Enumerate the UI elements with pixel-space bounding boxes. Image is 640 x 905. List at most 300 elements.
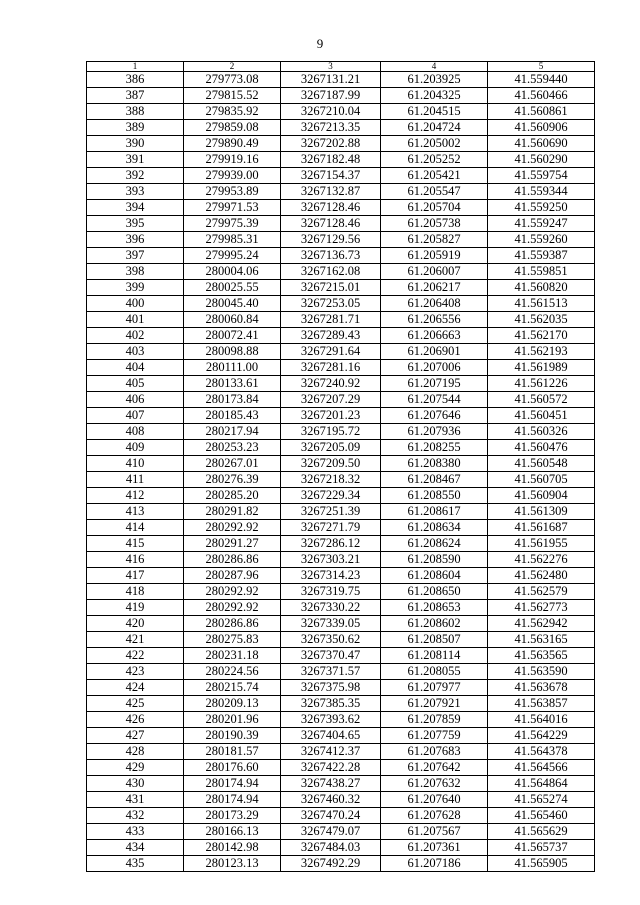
table-cell-col-5: 41.562773 [488, 600, 595, 616]
column-header-3: 3 [281, 62, 381, 72]
table-cell-col-5: 41.559344 [488, 184, 595, 200]
table-cell-col-2: 279773.08 [184, 72, 281, 88]
table-cell-col-5: 41.559260 [488, 232, 595, 248]
table-cell-col-5: 41.560861 [488, 104, 595, 120]
table-cell-col-4: 61.207544 [381, 392, 488, 408]
table-cell-col-5: 41.561309 [488, 504, 595, 520]
column-header-4: 4 [381, 62, 488, 72]
table-cell-col-2: 280215.74 [184, 680, 281, 696]
table-cell-col-4: 61.205704 [381, 200, 488, 216]
table-cell-col-2: 280275.83 [184, 632, 281, 648]
table-cell-col-4: 61.208624 [381, 536, 488, 552]
table-row [87, 696, 595, 712]
table-row [87, 328, 595, 344]
table-cell-col-3: 3267291.64 [281, 344, 381, 360]
table-cell-col-2: 280217.94 [184, 424, 281, 440]
table-row [87, 200, 595, 216]
table-cell-col-2: 280060.84 [184, 312, 281, 328]
table-cell-col-2: 280285.20 [184, 488, 281, 504]
table-cell-col-1: 393 [87, 184, 184, 200]
table-row [87, 104, 595, 120]
table-row [87, 440, 595, 456]
table-cell-col-4: 61.207632 [381, 776, 488, 792]
table-cell-col-3: 3267460.32 [281, 792, 381, 808]
table-cell-col-3: 3267218.32 [281, 472, 381, 488]
table-cell-col-3: 3267202.88 [281, 136, 381, 152]
table-row [87, 808, 595, 824]
table-cell-col-1: 399 [87, 280, 184, 296]
table-cell-col-1: 409 [87, 440, 184, 456]
table-row [87, 344, 595, 360]
table-cell-col-3: 3267207.29 [281, 392, 381, 408]
table-cell-col-3: 3267339.05 [281, 616, 381, 632]
table-cell-col-3: 3267470.24 [281, 808, 381, 824]
table-row [87, 152, 595, 168]
table-cell-col-5: 41.560548 [488, 456, 595, 472]
table-cell-col-4: 61.205002 [381, 136, 488, 152]
table-cell-col-1: 427 [87, 728, 184, 744]
table-cell-col-5: 41.562942 [488, 616, 595, 632]
table-cell-col-5: 41.564864 [488, 776, 595, 792]
table-cell-col-5: 41.565905 [488, 856, 595, 872]
table-cell-col-4: 61.207646 [381, 408, 488, 424]
table-cell-col-3: 3267251.39 [281, 504, 381, 520]
table-cell-col-3: 3267330.22 [281, 600, 381, 616]
table-cell-col-4: 61.208055 [381, 664, 488, 680]
table-cell-col-1: 408 [87, 424, 184, 440]
table-cell-col-2: 279890.49 [184, 136, 281, 152]
column-header-1: 1 [87, 62, 184, 72]
table-row [87, 760, 595, 776]
table-cell-col-1: 428 [87, 744, 184, 760]
table-cell-col-4: 61.207361 [381, 840, 488, 856]
table-cell-col-4: 61.207859 [381, 712, 488, 728]
table-cell-col-3: 3267404.65 [281, 728, 381, 744]
table-cell-col-5: 41.565629 [488, 824, 595, 840]
table-row [87, 504, 595, 520]
table-cell-col-4: 61.207759 [381, 728, 488, 744]
table-row [87, 584, 595, 600]
table-row [87, 264, 595, 280]
table-cell-col-4: 61.208634 [381, 520, 488, 536]
table-cell-col-5: 41.561226 [488, 376, 595, 392]
table-cell-col-2: 280291.82 [184, 504, 281, 520]
table-cell-col-1: 394 [87, 200, 184, 216]
table-cell-col-5: 41.560290 [488, 152, 595, 168]
table-cell-col-2: 280209.13 [184, 696, 281, 712]
table-cell-col-2: 280133.61 [184, 376, 281, 392]
column-header-2: 2 [184, 62, 281, 72]
table-cell-col-5: 41.565460 [488, 808, 595, 824]
table-row [87, 552, 595, 568]
table-cell-col-1: 407 [87, 408, 184, 424]
table-cell-col-2: 280231.18 [184, 648, 281, 664]
table-cell-col-5: 41.562480 [488, 568, 595, 584]
table-row [87, 280, 595, 296]
table-cell-col-2: 279975.39 [184, 216, 281, 232]
table-cell-col-1: 416 [87, 552, 184, 568]
table-cell-col-2: 280142.98 [184, 840, 281, 856]
table-cell-col-2: 279939.00 [184, 168, 281, 184]
table-cell-col-2: 279859.08 [184, 120, 281, 136]
table-cell-col-2: 279971.53 [184, 200, 281, 216]
table-row [87, 520, 595, 536]
table-cell-col-5: 41.562579 [488, 584, 595, 600]
table-cell-col-5: 41.563857 [488, 696, 595, 712]
table-row [87, 568, 595, 584]
table-cell-col-4: 61.208617 [381, 504, 488, 520]
table-cell-col-1: 435 [87, 856, 184, 872]
table-cell-col-5: 41.562193 [488, 344, 595, 360]
table-cell-col-1: 397 [87, 248, 184, 264]
table-cell-col-1: 414 [87, 520, 184, 536]
table-cell-col-3: 3267229.34 [281, 488, 381, 504]
table-cell-col-2: 280267.01 [184, 456, 281, 472]
table-cell-col-2: 280173.29 [184, 808, 281, 824]
table-cell-col-4: 61.208604 [381, 568, 488, 584]
column-header-5: 5 [488, 62, 595, 72]
table-cell-col-1: 396 [87, 232, 184, 248]
table-cell-col-1: 388 [87, 104, 184, 120]
table-cell-col-1: 410 [87, 456, 184, 472]
table-cell-col-5: 41.563590 [488, 664, 595, 680]
table-cell-col-3: 3267385.35 [281, 696, 381, 712]
table-row [87, 376, 595, 392]
table-cell-col-5: 41.560466 [488, 88, 595, 104]
table-row [87, 648, 595, 664]
table-cell-col-1: 431 [87, 792, 184, 808]
table-cell-col-3: 3267422.28 [281, 760, 381, 776]
table-cell-col-2: 280292.92 [184, 520, 281, 536]
table-cell-col-4: 61.205252 [381, 152, 488, 168]
table-cell-col-4: 61.207567 [381, 824, 488, 840]
table-row [87, 632, 595, 648]
table-cell-col-5: 41.565274 [488, 792, 595, 808]
table-cell-col-3: 3267132.87 [281, 184, 381, 200]
table-cell-col-5: 41.563678 [488, 680, 595, 696]
table-cell-col-1: 417 [87, 568, 184, 584]
table-cell-col-4: 61.208467 [381, 472, 488, 488]
table-row [87, 744, 595, 760]
table-cell-col-4: 61.204724 [381, 120, 488, 136]
table-cell-col-3: 3267182.48 [281, 152, 381, 168]
table-cell-col-3: 3267128.46 [281, 200, 381, 216]
table-cell-col-2: 280276.39 [184, 472, 281, 488]
table-cell-col-1: 422 [87, 648, 184, 664]
table-cell-col-4: 61.207642 [381, 760, 488, 776]
table-cell-col-3: 3267136.73 [281, 248, 381, 264]
table-row [87, 712, 595, 728]
table-cell-col-5: 41.559754 [488, 168, 595, 184]
table-cell-col-1: 404 [87, 360, 184, 376]
table-cell-col-2: 280174.94 [184, 776, 281, 792]
table-cell-col-2: 280286.86 [184, 552, 281, 568]
table-cell-col-1: 403 [87, 344, 184, 360]
table-cell-col-5: 41.559440 [488, 72, 595, 88]
table-cell-col-2: 280025.55 [184, 280, 281, 296]
table-cell-col-3: 3267129.56 [281, 232, 381, 248]
table-cell-col-4: 61.208602 [381, 616, 488, 632]
table-row [87, 424, 595, 440]
table-row [87, 88, 595, 104]
table-cell-col-4: 61.203925 [381, 72, 488, 88]
table-cell-col-4: 61.207977 [381, 680, 488, 696]
table-cell-col-3: 3267195.72 [281, 424, 381, 440]
table-cell-col-4: 61.206217 [381, 280, 488, 296]
table-cell-col-5: 41.560451 [488, 408, 595, 424]
table-cell-col-1: 421 [87, 632, 184, 648]
table-cell-col-2: 280045.40 [184, 296, 281, 312]
table-cell-col-1: 426 [87, 712, 184, 728]
table-cell-col-1: 423 [87, 664, 184, 680]
table-cell-col-4: 61.207195 [381, 376, 488, 392]
table-cell-col-5: 41.559247 [488, 216, 595, 232]
table-cell-col-3: 3267492.29 [281, 856, 381, 872]
table-cell-col-2: 280098.88 [184, 344, 281, 360]
table-cell-col-3: 3267128.46 [281, 216, 381, 232]
table-cell-col-1: 405 [87, 376, 184, 392]
table-cell-col-5: 41.565737 [488, 840, 595, 856]
table-cell-col-4: 61.207006 [381, 360, 488, 376]
table-cell-col-3: 3267240.92 [281, 376, 381, 392]
coordinates-table [86, 61, 595, 872]
table-cell-col-1: 420 [87, 616, 184, 632]
table-cell-col-1: 387 [87, 88, 184, 104]
table-cell-col-4: 61.208380 [381, 456, 488, 472]
table-cell-col-2: 280292.92 [184, 584, 281, 600]
table-cell-col-2: 280291.27 [184, 536, 281, 552]
table-row [87, 392, 595, 408]
table-cell-col-1: 392 [87, 168, 184, 184]
table-cell-col-2: 280253.23 [184, 440, 281, 456]
table-row [87, 456, 595, 472]
table-row [87, 232, 595, 248]
table-cell-col-4: 61.208255 [381, 440, 488, 456]
table-cell-col-5: 41.560820 [488, 280, 595, 296]
table-cell-col-3: 3267289.43 [281, 328, 381, 344]
table-cell-col-3: 3267162.08 [281, 264, 381, 280]
table-row [87, 360, 595, 376]
table-cell-col-1: 389 [87, 120, 184, 136]
table-cell-col-3: 3267215.01 [281, 280, 381, 296]
table-cell-col-5: 41.564566 [488, 760, 595, 776]
table-cell-col-3: 3267412.37 [281, 744, 381, 760]
table-cell-col-4: 61.208507 [381, 632, 488, 648]
table-cell-col-4: 61.207936 [381, 424, 488, 440]
table-cell-col-3: 3267209.50 [281, 456, 381, 472]
table-cell-col-1: 402 [87, 328, 184, 344]
table-cell-col-4: 61.205421 [381, 168, 488, 184]
table-cell-col-5: 41.559851 [488, 264, 595, 280]
table-cell-col-4: 61.205547 [381, 184, 488, 200]
table-cell-col-3: 3267370.47 [281, 648, 381, 664]
table-row [87, 136, 595, 152]
table-row [87, 680, 595, 696]
table-cell-col-4: 61.206663 [381, 328, 488, 344]
table-cell-col-5: 41.562170 [488, 328, 595, 344]
table-cell-col-2: 280181.57 [184, 744, 281, 760]
table-cell-col-4: 61.206007 [381, 264, 488, 280]
header-row [87, 62, 595, 72]
table-cell-col-5: 41.564378 [488, 744, 595, 760]
table-cell-col-2: 280166.13 [184, 824, 281, 840]
table-cell-col-3: 3267271.79 [281, 520, 381, 536]
table-cell-col-4: 61.205919 [381, 248, 488, 264]
table-cell-col-5: 41.564016 [488, 712, 595, 728]
table-cell-col-3: 3267319.75 [281, 584, 381, 600]
table-cell-col-1: 390 [87, 136, 184, 152]
table-cell-col-1: 400 [87, 296, 184, 312]
table-cell-col-3: 3267479.07 [281, 824, 381, 840]
table-cell-col-5: 41.560326 [488, 424, 595, 440]
table-row [87, 72, 595, 88]
table-cell-col-4: 61.207628 [381, 808, 488, 824]
table-cell-col-4: 61.205827 [381, 232, 488, 248]
table-cell-col-4: 61.208114 [381, 648, 488, 664]
table-cell-col-2: 280174.94 [184, 792, 281, 808]
table-cell-col-3: 3267253.05 [281, 296, 381, 312]
table-cell-col-4: 61.206556 [381, 312, 488, 328]
table-cell-col-2: 279995.24 [184, 248, 281, 264]
table-cell-col-5: 41.563165 [488, 632, 595, 648]
table-cell-col-2: 279815.52 [184, 88, 281, 104]
table-row [87, 120, 595, 136]
table-cell-col-5: 41.560904 [488, 488, 595, 504]
table-cell-col-5: 41.559250 [488, 200, 595, 216]
table-row [87, 184, 595, 200]
table-cell-col-2: 279985.31 [184, 232, 281, 248]
table-cell-col-1: 418 [87, 584, 184, 600]
table-cell-col-4: 61.208653 [381, 600, 488, 616]
table-cell-col-5: 41.562035 [488, 312, 595, 328]
table-cell-col-1: 406 [87, 392, 184, 408]
table-cell-col-3: 3267213.35 [281, 120, 381, 136]
table-cell-col-2: 280072.41 [184, 328, 281, 344]
table-cell-col-3: 3267201.23 [281, 408, 381, 424]
table-cell-col-3: 3267154.37 [281, 168, 381, 184]
table-cell-col-4: 61.208590 [381, 552, 488, 568]
table-row [87, 664, 595, 680]
table-row [87, 728, 595, 744]
table-cell-col-1: 433 [87, 824, 184, 840]
table-cell-col-5: 41.561955 [488, 536, 595, 552]
table-cell-col-4: 61.208650 [381, 584, 488, 600]
table-cell-col-3: 3267393.62 [281, 712, 381, 728]
table-cell-col-1: 434 [87, 840, 184, 856]
table-cell-col-2: 280185.43 [184, 408, 281, 424]
table-cell-col-3: 3267187.99 [281, 88, 381, 104]
table-cell-col-1: 395 [87, 216, 184, 232]
table-cell-col-5: 41.561989 [488, 360, 595, 376]
table-cell-col-2: 280111.00 [184, 360, 281, 376]
table-row [87, 216, 595, 232]
table-cell-col-2: 280287.96 [184, 568, 281, 584]
table-row [87, 296, 595, 312]
table-cell-col-1: 424 [87, 680, 184, 696]
table-row [87, 472, 595, 488]
table-cell-col-3: 3267205.09 [281, 440, 381, 456]
table-cell-col-4: 61.206408 [381, 296, 488, 312]
table-cell-col-3: 3267286.12 [281, 536, 381, 552]
table-cell-col-3: 3267371.57 [281, 664, 381, 680]
table-body [87, 72, 595, 872]
table-cell-col-2: 280224.56 [184, 664, 281, 680]
table-cell-col-1: 398 [87, 264, 184, 280]
table-cell-col-1: 401 [87, 312, 184, 328]
table-cell-col-4: 61.207683 [381, 744, 488, 760]
table-row [87, 408, 595, 424]
table-cell-col-2: 280292.92 [184, 600, 281, 616]
table-cell-col-3: 3267375.98 [281, 680, 381, 696]
table-cell-col-5: 41.560906 [488, 120, 595, 136]
table-cell-col-4: 61.207921 [381, 696, 488, 712]
table-cell-col-4: 61.207186 [381, 856, 488, 872]
table-cell-col-5: 41.560476 [488, 440, 595, 456]
table-cell-col-4: 61.204325 [381, 88, 488, 104]
table-cell-col-5: 41.564229 [488, 728, 595, 744]
table-row [87, 536, 595, 552]
table-cell-col-1: 411 [87, 472, 184, 488]
table-cell-col-2: 280190.39 [184, 728, 281, 744]
table-cell-col-1: 425 [87, 696, 184, 712]
table-cell-col-1: 391 [87, 152, 184, 168]
table-cell-col-2: 279953.89 [184, 184, 281, 200]
table-cell-col-2: 280176.60 [184, 760, 281, 776]
table-row [87, 248, 595, 264]
table-cell-col-2: 280201.96 [184, 712, 281, 728]
table-cell-col-1: 386 [87, 72, 184, 88]
table-cell-col-3: 3267210.04 [281, 104, 381, 120]
table-cell-col-4: 61.204515 [381, 104, 488, 120]
table-cell-col-1: 419 [87, 600, 184, 616]
table-cell-col-3: 3267350.62 [281, 632, 381, 648]
page-number: 9 [316, 36, 324, 51]
table-cell-col-4: 61.207640 [381, 792, 488, 808]
table-cell-col-2: 279835.92 [184, 104, 281, 120]
table-cell-col-3: 3267314.23 [281, 568, 381, 584]
table-cell-col-3: 3267281.71 [281, 312, 381, 328]
table-cell-col-3: 3267131.21 [281, 72, 381, 88]
table-cell-col-4: 61.206901 [381, 344, 488, 360]
table-cell-col-5: 41.561513 [488, 296, 595, 312]
table-cell-col-3: 3267281.16 [281, 360, 381, 376]
table-cell-col-5: 41.561687 [488, 520, 595, 536]
table-cell-col-2: 280004.06 [184, 264, 281, 280]
table-cell-col-1: 415 [87, 536, 184, 552]
table-cell-col-3: 3267303.21 [281, 552, 381, 568]
table-row [87, 792, 595, 808]
table-cell-col-2: 280286.86 [184, 616, 281, 632]
table-cell-col-5: 41.559387 [488, 248, 595, 264]
table-cell-col-2: 279919.16 [184, 152, 281, 168]
table-cell-col-5: 41.560705 [488, 472, 595, 488]
table-cell-col-1: 430 [87, 776, 184, 792]
table-row [87, 488, 595, 504]
table-cell-col-3: 3267438.27 [281, 776, 381, 792]
table-cell-col-4: 61.205738 [381, 216, 488, 232]
table-cell-col-4: 61.208550 [381, 488, 488, 504]
table-cell-col-1: 429 [87, 760, 184, 776]
table-row [87, 856, 595, 872]
table-cell-col-1: 413 [87, 504, 184, 520]
table-cell-col-5: 41.563565 [488, 648, 595, 664]
table-cell-col-3: 3267484.03 [281, 840, 381, 856]
table-row [87, 312, 595, 328]
table-row [87, 824, 595, 840]
table-cell-col-5: 41.560690 [488, 136, 595, 152]
table-cell-col-1: 412 [87, 488, 184, 504]
table-cell-col-5: 41.562276 [488, 552, 595, 568]
